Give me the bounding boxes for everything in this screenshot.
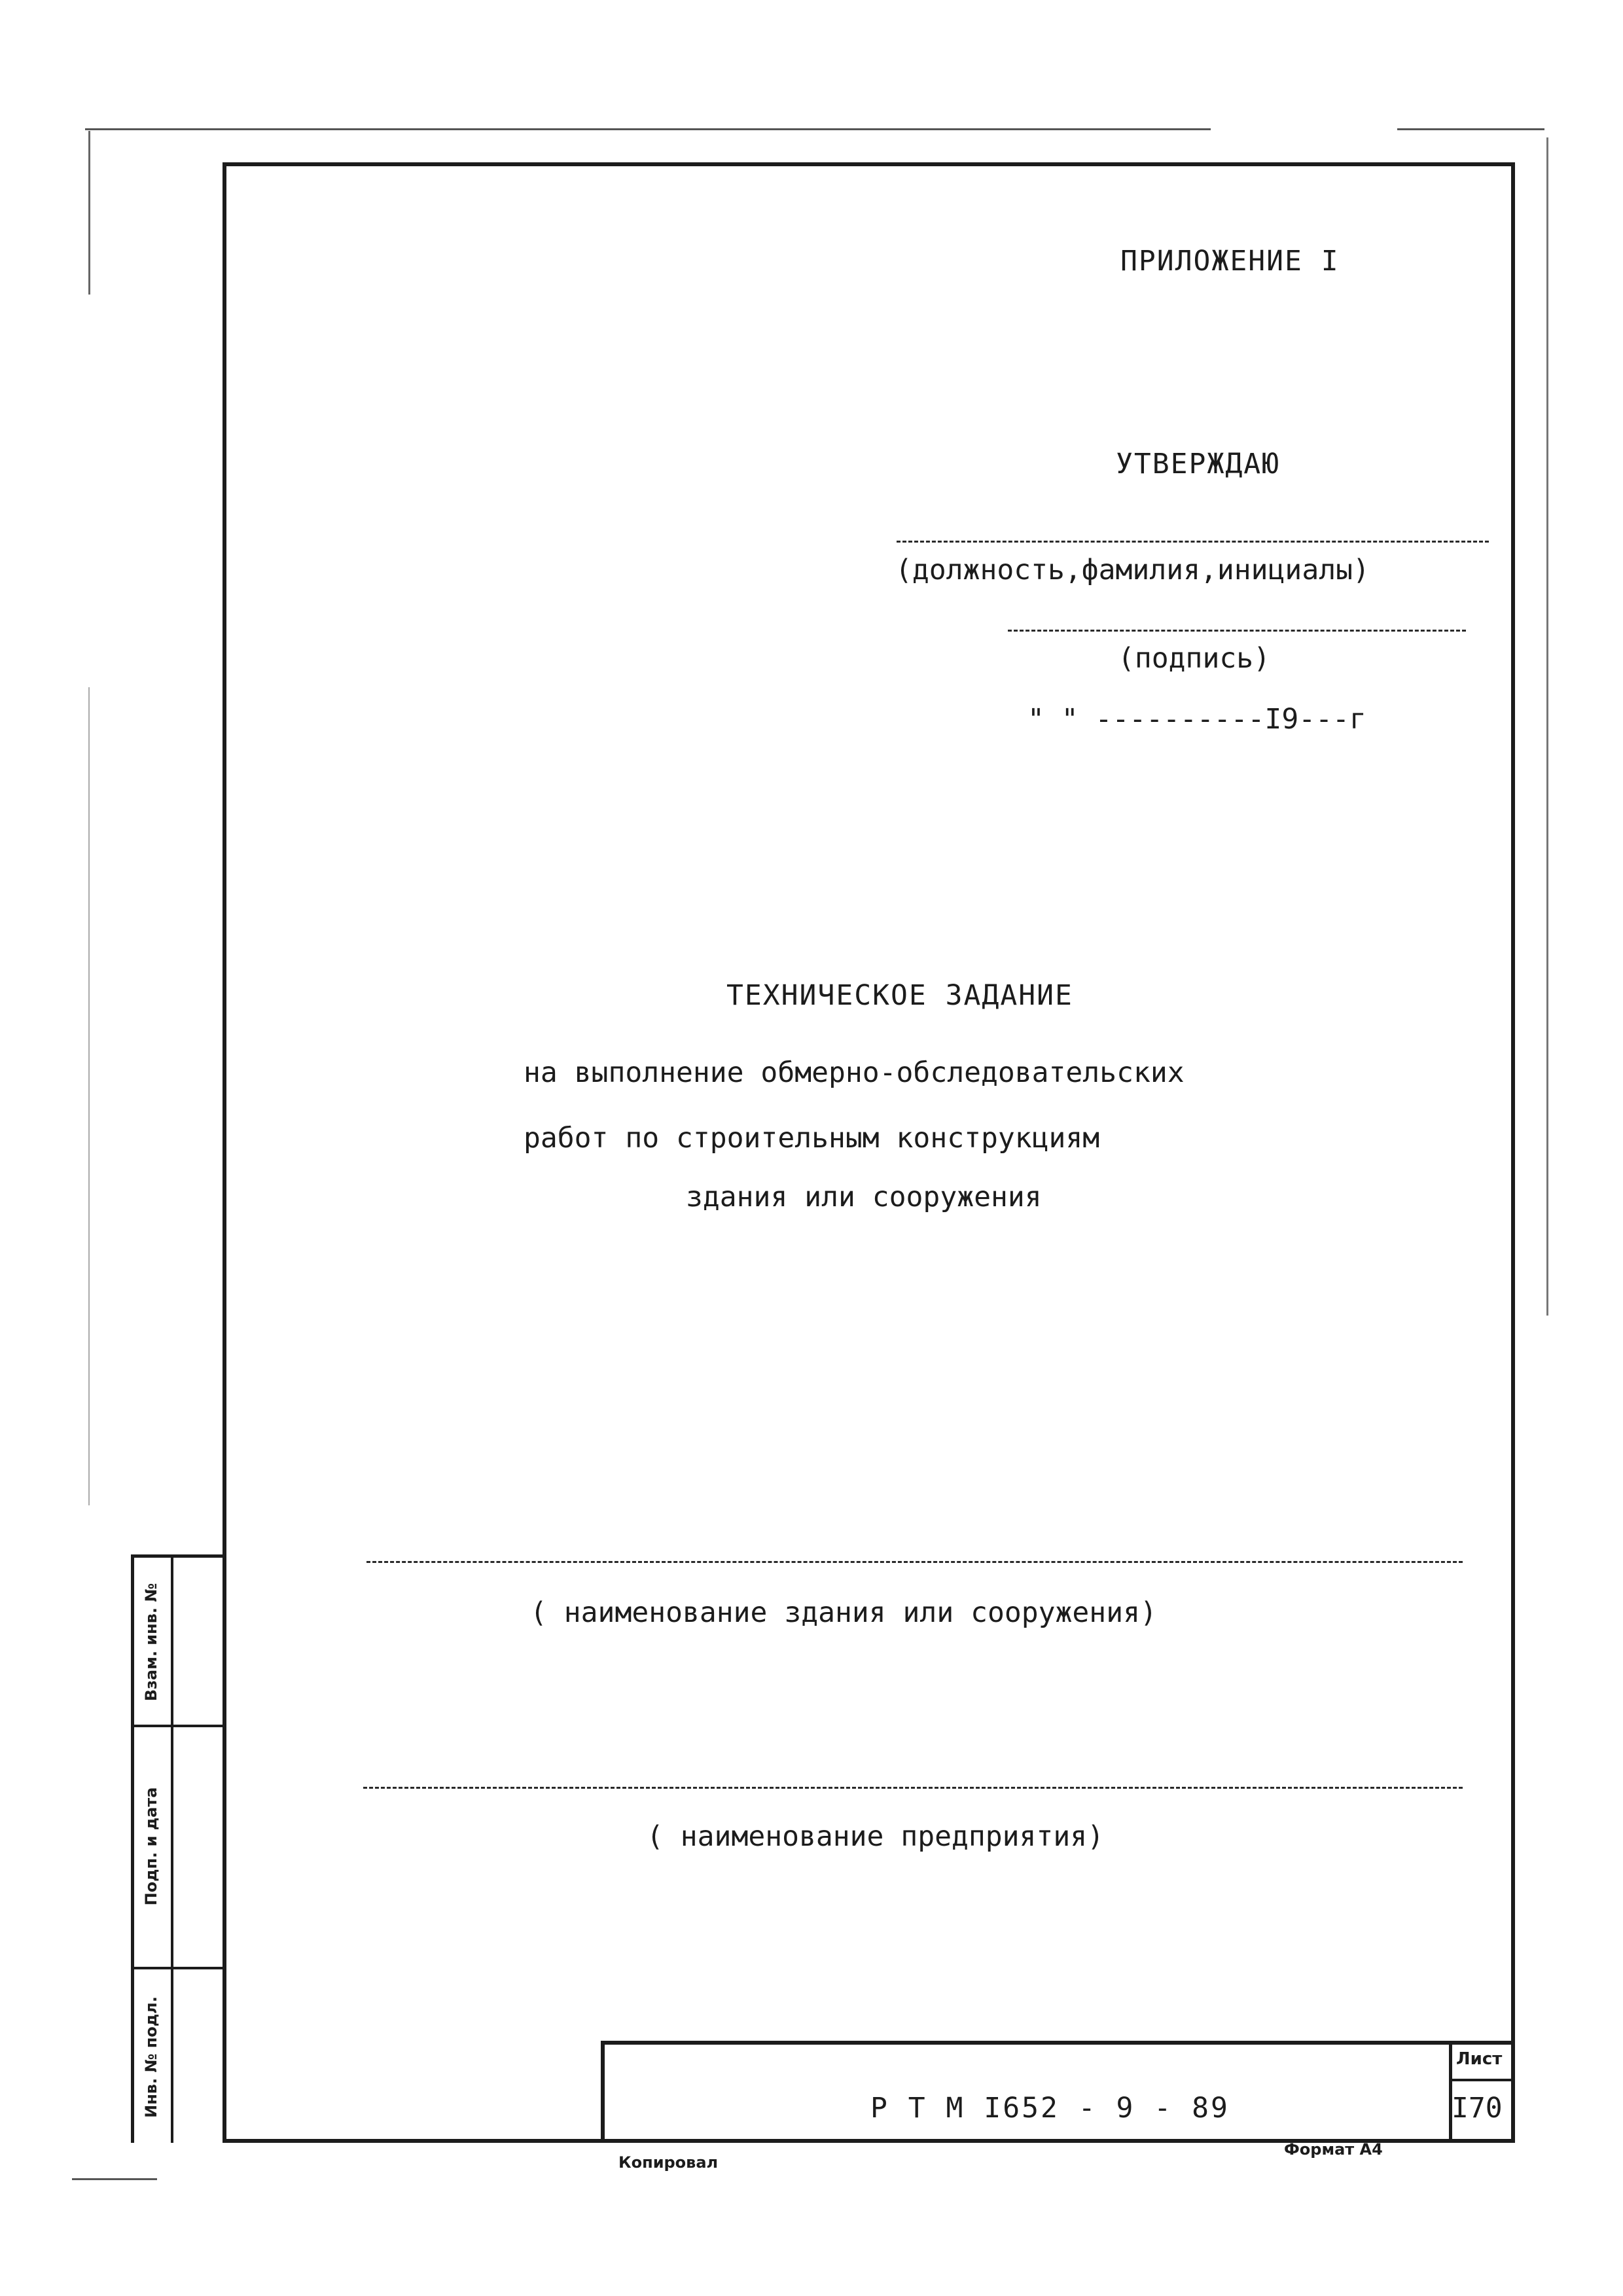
scan-edge-top-left xyxy=(85,128,1211,130)
signature-line xyxy=(1008,630,1466,632)
scan-edge-left-lower xyxy=(88,687,90,1505)
side-stamp-podp-data: Подп. и дата xyxy=(142,1787,160,1906)
date-line: " " ----------I9---г xyxy=(1027,703,1366,736)
enterprise-name-line xyxy=(363,1787,1463,1789)
sheet-number: I70 xyxy=(1452,2092,1503,2125)
copied-by-label: Копировал xyxy=(618,2153,719,2172)
signature-caption: (подпись) xyxy=(1118,642,1270,675)
side-stamp-vzam-inv: Взам. инв. № xyxy=(142,1583,160,1702)
heading-line-3: здания или сооружения xyxy=(686,1181,1042,1213)
sheet-label: Лист xyxy=(1456,2049,1503,2069)
title-block-sheet-divider-h xyxy=(1449,2079,1515,2081)
appendix-label: ПРИЛОЖЕНИЕ I xyxy=(1120,245,1340,278)
scan-edge-left xyxy=(88,131,90,295)
side-stamp-inv-podl: Инв. № подл. xyxy=(142,1996,160,2118)
building-name-line xyxy=(366,1561,1463,1563)
enterprise-name-caption: ( наименование предприятия) xyxy=(647,1820,1104,1853)
side-stamp xyxy=(131,1554,226,2143)
approval-title: УТВЕРЖДАЮ xyxy=(1116,448,1280,480)
document-title: ТЕХНИЧЕСКОЕ ЗАДАНИЕ xyxy=(726,979,1073,1012)
side-stamp-inner-divider xyxy=(171,1558,173,2143)
position-caption: (должность,фамилия,инициалы) xyxy=(895,554,1370,586)
building-name-caption: ( наименование здания или сооружения) xyxy=(530,1596,1157,1629)
heading-line-1: на выполнение обмерно-обследовательских xyxy=(524,1056,1185,1089)
document-designation: Р Т М I652 - 9 - 89 xyxy=(870,2092,1230,2125)
position-line xyxy=(897,541,1489,543)
side-stamp-row-divider-1 xyxy=(134,1725,226,1727)
format-label: Формат А4 xyxy=(1284,2140,1383,2159)
scan-edge-bottom xyxy=(72,2178,157,2180)
heading-line-2: работ по строительным конструкциям xyxy=(524,1122,1100,1155)
scan-edge-right xyxy=(1546,137,1548,1316)
scan-edge-top-right xyxy=(1397,128,1544,130)
